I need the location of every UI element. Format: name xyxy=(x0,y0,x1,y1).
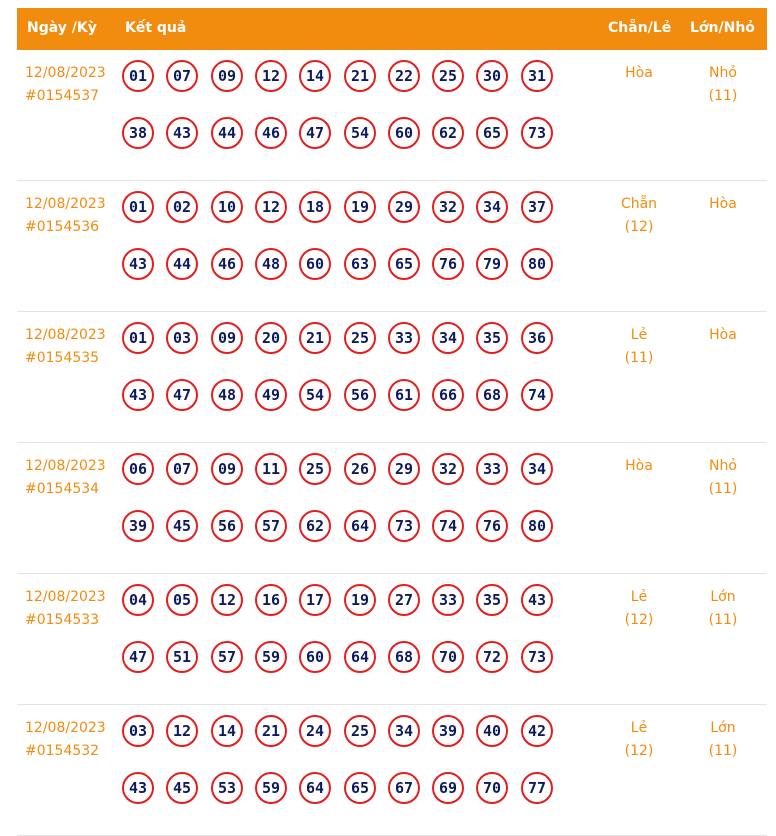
result-ball: 61 xyxy=(388,379,420,411)
result-ball: 73 xyxy=(388,510,420,542)
result-ball: 22 xyxy=(388,60,420,92)
result-ball: 14 xyxy=(299,60,331,92)
result-ball: 70 xyxy=(432,641,464,673)
big-small-result: Lớn xyxy=(710,720,736,736)
draw-id: #0154534 xyxy=(25,481,100,497)
result-ball: 47 xyxy=(122,641,154,673)
result-ball: 05 xyxy=(166,584,198,616)
table-header xyxy=(17,8,767,50)
result-ball: 29 xyxy=(388,453,420,485)
result-ball: 79 xyxy=(476,248,508,280)
header-big-small: Lớn/Nhỏ xyxy=(690,20,755,36)
table-row xyxy=(17,705,767,836)
even-odd-cell xyxy=(604,324,674,370)
result-ball: 25 xyxy=(299,453,331,485)
result-ball: 31 xyxy=(521,60,553,92)
result-ball: 45 xyxy=(166,510,198,542)
big-small-count: (11) xyxy=(708,88,738,104)
big-small-cell xyxy=(688,455,758,501)
result-ball: 62 xyxy=(299,510,331,542)
even-odd-cell xyxy=(604,62,674,85)
result-ball: 16 xyxy=(255,584,287,616)
result-ball: 01 xyxy=(122,60,154,92)
even-odd-count: (11) xyxy=(624,350,654,366)
result-ball: 60 xyxy=(388,117,420,149)
even-odd-result: Lẻ xyxy=(630,720,648,736)
table-row xyxy=(17,181,767,312)
result-ball: 07 xyxy=(166,60,198,92)
result-ball: 34 xyxy=(388,715,420,747)
result-ball: 25 xyxy=(432,60,464,92)
result-ball: 33 xyxy=(476,453,508,485)
result-ball: 19 xyxy=(344,191,376,223)
result-ball: 44 xyxy=(211,117,243,149)
result-ball: 43 xyxy=(122,248,154,280)
result-ball: 60 xyxy=(299,248,331,280)
result-ball: 44 xyxy=(166,248,198,280)
draw-date-cell xyxy=(25,193,106,239)
result-ball: 69 xyxy=(432,772,464,804)
even-odd-count: (12) xyxy=(624,743,654,759)
result-ball: 45 xyxy=(166,772,198,804)
result-ball: 20 xyxy=(255,322,287,354)
even-odd-count: (12) xyxy=(624,219,654,235)
table-row xyxy=(17,574,767,705)
result-ball: 06 xyxy=(122,453,154,485)
result-ball: 54 xyxy=(299,379,331,411)
draw-date: 12/08/2023 xyxy=(25,196,106,212)
result-ball: 25 xyxy=(344,715,376,747)
result-ball: 64 xyxy=(344,641,376,673)
even-odd-result: Lẻ xyxy=(630,327,648,343)
result-ball: 43 xyxy=(166,117,198,149)
result-ball: 33 xyxy=(432,584,464,616)
result-ball: 10 xyxy=(211,191,243,223)
draw-date-cell xyxy=(25,62,106,108)
result-ball: 34 xyxy=(476,191,508,223)
result-ball: 64 xyxy=(299,772,331,804)
draw-date-cell xyxy=(25,717,106,763)
result-ball: 53 xyxy=(211,772,243,804)
result-ball: 27 xyxy=(388,584,420,616)
table-row xyxy=(17,312,767,443)
result-ball: 43 xyxy=(521,584,553,616)
draw-date: 12/08/2023 xyxy=(25,327,106,343)
result-ball: 04 xyxy=(122,584,154,616)
result-ball: 39 xyxy=(432,715,464,747)
result-ball: 12 xyxy=(211,584,243,616)
draw-date: 12/08/2023 xyxy=(25,458,106,474)
header-date: Ngày /Kỳ xyxy=(27,20,97,36)
big-small-result: Nhỏ xyxy=(709,65,737,81)
big-small-count: (11) xyxy=(708,612,738,628)
result-ball: 14 xyxy=(211,715,243,747)
result-ball: 65 xyxy=(388,248,420,280)
result-ball: 51 xyxy=(166,641,198,673)
result-ball: 34 xyxy=(432,322,464,354)
result-ball: 73 xyxy=(521,117,553,149)
result-ball: 01 xyxy=(122,322,154,354)
result-ball: 39 xyxy=(122,510,154,542)
result-ball: 74 xyxy=(432,510,464,542)
result-ball: 24 xyxy=(299,715,331,747)
result-ball: 26 xyxy=(344,453,376,485)
result-ball: 59 xyxy=(255,772,287,804)
draw-date-cell xyxy=(25,324,106,370)
result-ball: 43 xyxy=(122,379,154,411)
result-ball: 76 xyxy=(432,248,464,280)
result-ball: 43 xyxy=(122,772,154,804)
result-ball: 59 xyxy=(255,641,287,673)
result-ball: 03 xyxy=(166,322,198,354)
draw-date: 12/08/2023 xyxy=(25,65,106,81)
result-ball: 12 xyxy=(166,715,198,747)
result-ball: 76 xyxy=(476,510,508,542)
result-ball: 77 xyxy=(521,772,553,804)
result-ball: 80 xyxy=(521,510,553,542)
cut-off-text xyxy=(0,0,776,8)
even-odd-result: Chẵn xyxy=(620,196,658,212)
result-ball: 40 xyxy=(476,715,508,747)
result-ball: 03 xyxy=(122,715,154,747)
big-small-result: Nhỏ xyxy=(709,458,737,474)
result-ball: 38 xyxy=(122,117,154,149)
table-row xyxy=(17,443,767,574)
result-ball: 57 xyxy=(211,641,243,673)
result-ball: 12 xyxy=(255,191,287,223)
big-small-count: (11) xyxy=(708,481,738,497)
result-ball: 60 xyxy=(299,641,331,673)
result-ball: 33 xyxy=(388,322,420,354)
even-odd-result: Hòa xyxy=(625,65,653,81)
result-ball: 62 xyxy=(432,117,464,149)
result-ball: 56 xyxy=(344,379,376,411)
big-small-result: Hòa xyxy=(709,327,737,343)
big-small-cell xyxy=(688,586,758,632)
result-ball: 74 xyxy=(521,379,553,411)
header-result: Kết quả xyxy=(125,20,187,36)
big-small-cell xyxy=(688,193,758,216)
draw-date: 12/08/2023 xyxy=(25,589,106,605)
draw-id: #0154537 xyxy=(25,88,100,104)
result-ball: 21 xyxy=(299,322,331,354)
result-ball: 01 xyxy=(122,191,154,223)
result-ball: 21 xyxy=(255,715,287,747)
result-ball: 09 xyxy=(211,60,243,92)
big-small-result: Lớn xyxy=(710,589,736,605)
draw-id: #0154535 xyxy=(25,350,100,366)
even-odd-cell xyxy=(604,717,674,763)
draw-id: #0154533 xyxy=(25,612,100,628)
result-ball: 21 xyxy=(344,60,376,92)
result-ball: 70 xyxy=(476,772,508,804)
result-ball: 73 xyxy=(521,641,553,673)
result-ball: 46 xyxy=(255,117,287,149)
result-ball: 09 xyxy=(211,453,243,485)
even-odd-count: (12) xyxy=(624,612,654,628)
header-even-odd: Chẵn/Lẻ xyxy=(608,20,672,36)
result-ball: 68 xyxy=(388,641,420,673)
even-odd-result: Lẻ xyxy=(630,589,648,605)
result-ball: 56 xyxy=(211,510,243,542)
table-row xyxy=(17,50,767,181)
result-ball: 46 xyxy=(211,248,243,280)
even-odd-result: Hòa xyxy=(625,458,653,474)
result-ball: 48 xyxy=(255,248,287,280)
draw-date: 12/08/2023 xyxy=(25,720,106,736)
result-ball: 68 xyxy=(476,379,508,411)
even-odd-cell xyxy=(604,586,674,632)
result-ball: 47 xyxy=(299,117,331,149)
draw-date-cell xyxy=(25,455,106,501)
result-ball: 37 xyxy=(521,191,553,223)
even-odd-cell xyxy=(604,455,674,478)
result-ball: 17 xyxy=(299,584,331,616)
result-ball: 54 xyxy=(344,117,376,149)
result-ball: 63 xyxy=(344,248,376,280)
result-ball: 36 xyxy=(521,322,553,354)
draw-id: #0154532 xyxy=(25,743,100,759)
draw-date-cell xyxy=(25,586,106,632)
result-ball: 57 xyxy=(255,510,287,542)
even-odd-cell xyxy=(604,193,674,239)
draw-id: #0154536 xyxy=(25,219,100,235)
result-ball: 34 xyxy=(521,453,553,485)
result-ball: 48 xyxy=(211,379,243,411)
result-ball: 49 xyxy=(255,379,287,411)
big-small-cell xyxy=(688,717,758,763)
result-ball: 80 xyxy=(521,248,553,280)
result-ball: 35 xyxy=(476,322,508,354)
big-small-cell xyxy=(688,324,758,347)
result-ball: 65 xyxy=(476,117,508,149)
result-ball: 11 xyxy=(255,453,287,485)
result-ball: 42 xyxy=(521,715,553,747)
big-small-result: Hòa xyxy=(709,196,737,212)
result-ball: 07 xyxy=(166,453,198,485)
result-ball: 64 xyxy=(344,510,376,542)
result-ball: 47 xyxy=(166,379,198,411)
result-ball: 32 xyxy=(432,453,464,485)
result-ball: 32 xyxy=(432,191,464,223)
result-ball: 66 xyxy=(432,379,464,411)
result-ball: 09 xyxy=(211,322,243,354)
result-ball: 12 xyxy=(255,60,287,92)
result-ball: 18 xyxy=(299,191,331,223)
result-ball: 02 xyxy=(166,191,198,223)
big-small-count: (11) xyxy=(708,743,738,759)
big-small-cell xyxy=(688,62,758,108)
result-ball: 67 xyxy=(388,772,420,804)
result-ball: 19 xyxy=(344,584,376,616)
result-ball: 30 xyxy=(476,60,508,92)
result-ball: 25 xyxy=(344,322,376,354)
result-ball: 29 xyxy=(388,191,420,223)
result-ball: 65 xyxy=(344,772,376,804)
result-ball: 35 xyxy=(476,584,508,616)
result-ball: 72 xyxy=(476,641,508,673)
